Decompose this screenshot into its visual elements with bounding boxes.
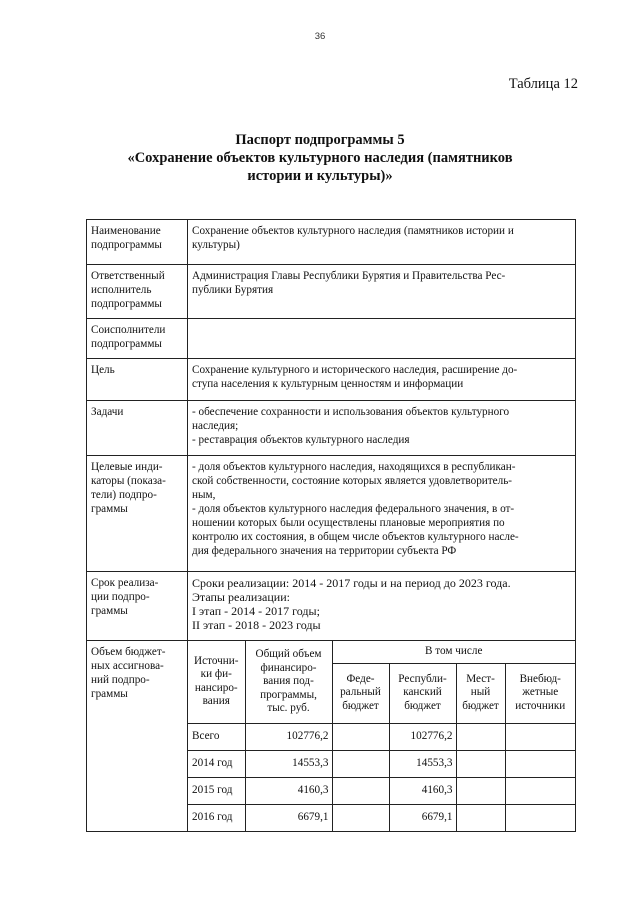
cell-extra: [505, 804, 575, 831]
table-row: [188, 804, 575, 831]
table-row: [188, 777, 575, 804]
cell-local: [456, 804, 505, 831]
value-line: Сохранение объектов культурного наследия (памятников истории и: [192, 225, 514, 237]
header-total: [245, 641, 332, 723]
budget-table: [188, 641, 575, 831]
value-line: ным,: [192, 489, 216, 501]
row-value: [188, 319, 576, 359]
header-line: бюджет: [404, 699, 441, 712]
row-label: [87, 220, 188, 265]
row-label: [87, 265, 188, 319]
label-line: подпрограммы: [91, 298, 162, 310]
cell-total: 14553,3: [245, 750, 332, 777]
header-line: вания под-: [263, 675, 314, 687]
header-line: ральный: [340, 686, 381, 699]
header-federal: [332, 663, 389, 723]
cell-local: [456, 750, 505, 777]
row-label: [87, 359, 188, 401]
header-line: Внебюд-: [519, 672, 561, 685]
passport-row-terms: [87, 572, 576, 641]
row-label: [87, 401, 188, 456]
row-label: [87, 456, 188, 572]
label-line: подпрограммы: [91, 338, 162, 350]
row-year-label: 2014 год: [188, 750, 245, 777]
passport-table: [86, 219, 576, 832]
header-line: ки фи-: [200, 668, 232, 681]
row-year-label: 2016 год: [188, 804, 245, 831]
title-line: Паспорт подпрограммы 5: [235, 132, 405, 148]
label-line: граммы: [91, 503, 128, 515]
value-line: культуры): [192, 239, 240, 251]
header-line: Источни-: [194, 654, 239, 667]
title-line: истории и культуры)»: [247, 168, 393, 184]
label-line: граммы: [91, 688, 128, 700]
row-value: [188, 401, 576, 456]
value-line: Сроки реализации: 2014 - 2017 годы и на период до 2023 года.: [192, 576, 511, 590]
cell-federal: [332, 777, 389, 804]
row-label: [87, 319, 188, 359]
table-label: Таблица 12: [508, 76, 578, 92]
header-line: нансиро-: [194, 681, 238, 694]
header-line: бюджет: [462, 699, 499, 712]
value-line: - обеспечение сохранности и использования объектов культурного: [192, 406, 510, 418]
header-source: [188, 641, 245, 723]
row-label: [87, 572, 188, 641]
header-including: В том числе: [332, 641, 575, 663]
page-number: 36: [314, 31, 326, 42]
passport-row-goal: [87, 359, 576, 401]
header-line: программы,: [260, 688, 317, 701]
value-line: ступа населения к культурным ценностям и информации: [192, 378, 464, 390]
value-line: - доля объектов культурного наследия, находящихся в республикан-: [192, 461, 516, 473]
cell-republic: 4160,3: [389, 777, 456, 804]
label-line: Задачи: [91, 406, 124, 418]
row-label: [87, 641, 188, 832]
value-line: ской собственности, состояние которых является удовлетворитель-: [192, 475, 513, 487]
cell-republic: 102776,2: [389, 723, 456, 750]
passport-row-name: [87, 220, 576, 265]
label-line: ний подпро-: [91, 674, 150, 686]
label-line: Ответственный: [91, 270, 165, 282]
cell-republic: 14553,3: [389, 750, 456, 777]
cell-total: 4160,3: [245, 777, 332, 804]
cell-federal: [332, 723, 389, 750]
header-line: тыс. руб.: [267, 702, 310, 714]
cell-extra: [505, 777, 575, 804]
header-line: Общий объем: [255, 648, 322, 660]
row-value: [188, 220, 576, 265]
value-line: Этапы реализации:: [192, 590, 290, 604]
header-line: финансиро-: [260, 661, 317, 674]
header-republic: [389, 663, 456, 723]
document-title: [96, 131, 544, 185]
budget-cell: [188, 641, 576, 832]
label-line: Срок реализа-: [91, 577, 159, 589]
label-line: исполнитель: [91, 284, 152, 296]
value-line: контролю их состояния, в общем числе объектов культурного насле-: [192, 531, 519, 543]
cell-total: 6679,1: [245, 804, 332, 831]
value-line: ношении которых были осуществлены плановые мероприятия по: [192, 517, 505, 529]
cell-republic: 6679,1: [389, 804, 456, 831]
passport-row-tasks: [87, 401, 576, 456]
cell-federal: [332, 804, 389, 831]
passport-row-coexecutors: [87, 319, 576, 359]
row-year-label: 2015 год: [188, 777, 245, 804]
value-line: дия федерального значения на территории субъекта РФ: [192, 545, 457, 557]
value-line: - доля объектов культурного наследия федерального значения, в от-: [192, 503, 515, 515]
header-line: ный: [470, 686, 491, 699]
value-line: публики Бурятия: [192, 284, 274, 296]
header-local: [456, 663, 505, 723]
header-line: источники: [515, 699, 566, 712]
value-line: Сохранение культурного и исторического наследия, расширение до-: [192, 364, 518, 376]
passport-row-indicators: [87, 456, 576, 572]
value-line: - реставрация объектов культурного наследия: [192, 434, 410, 446]
value-line: II этап - 2018 - 2023 годы: [192, 618, 321, 632]
row-year-label: Всего: [188, 723, 245, 750]
header-extra: [505, 663, 575, 723]
header-line: жетные: [522, 686, 559, 699]
budget-header-row: [188, 641, 575, 663]
cell-local: [456, 777, 505, 804]
row-value: [188, 265, 576, 319]
header-line: вания: [202, 695, 230, 708]
header-line: Мест-: [466, 672, 495, 685]
passport-row-budget: [87, 641, 576, 832]
table-row: [188, 723, 575, 750]
label-line: Объем бюджет-: [91, 646, 166, 658]
table-row: [188, 750, 575, 777]
passport-row-executor: [87, 265, 576, 319]
label-line: граммы: [91, 605, 128, 617]
header-line: канский: [403, 686, 442, 699]
row-value: [188, 359, 576, 401]
label-line: Наименование: [91, 225, 161, 237]
cell-federal: [332, 750, 389, 777]
header-line: Феде-: [346, 672, 375, 685]
cell-local: [456, 723, 505, 750]
cell-extra: [505, 723, 575, 750]
row-value: [188, 572, 576, 641]
cell-total: 102776,2: [245, 723, 332, 750]
header-line: Республи-: [398, 672, 447, 685]
label-line: каторы (показа-: [91, 475, 166, 487]
cell-extra: [505, 750, 575, 777]
label-line: ции подпро-: [91, 591, 150, 603]
label-line: тели) подпро-: [91, 489, 157, 501]
value-line: I этап - 2014 - 2017 годы;: [192, 604, 320, 618]
header-line: бюджет: [342, 699, 379, 712]
label-line: Соисполнители: [91, 324, 166, 336]
label-line: Целевые инди-: [91, 461, 163, 473]
label-line: ных ассигнова-: [91, 660, 164, 672]
value-line: наследия;: [192, 420, 239, 432]
label-line: Цель: [91, 364, 115, 376]
row-value: [188, 456, 576, 572]
label-line: подпрограммы: [91, 239, 162, 251]
value-line: Администрация Главы Республики Бурятия и Правительства Рес-: [192, 270, 506, 282]
title-line: «Сохранение объектов культурного наследия (памятников: [127, 150, 513, 166]
